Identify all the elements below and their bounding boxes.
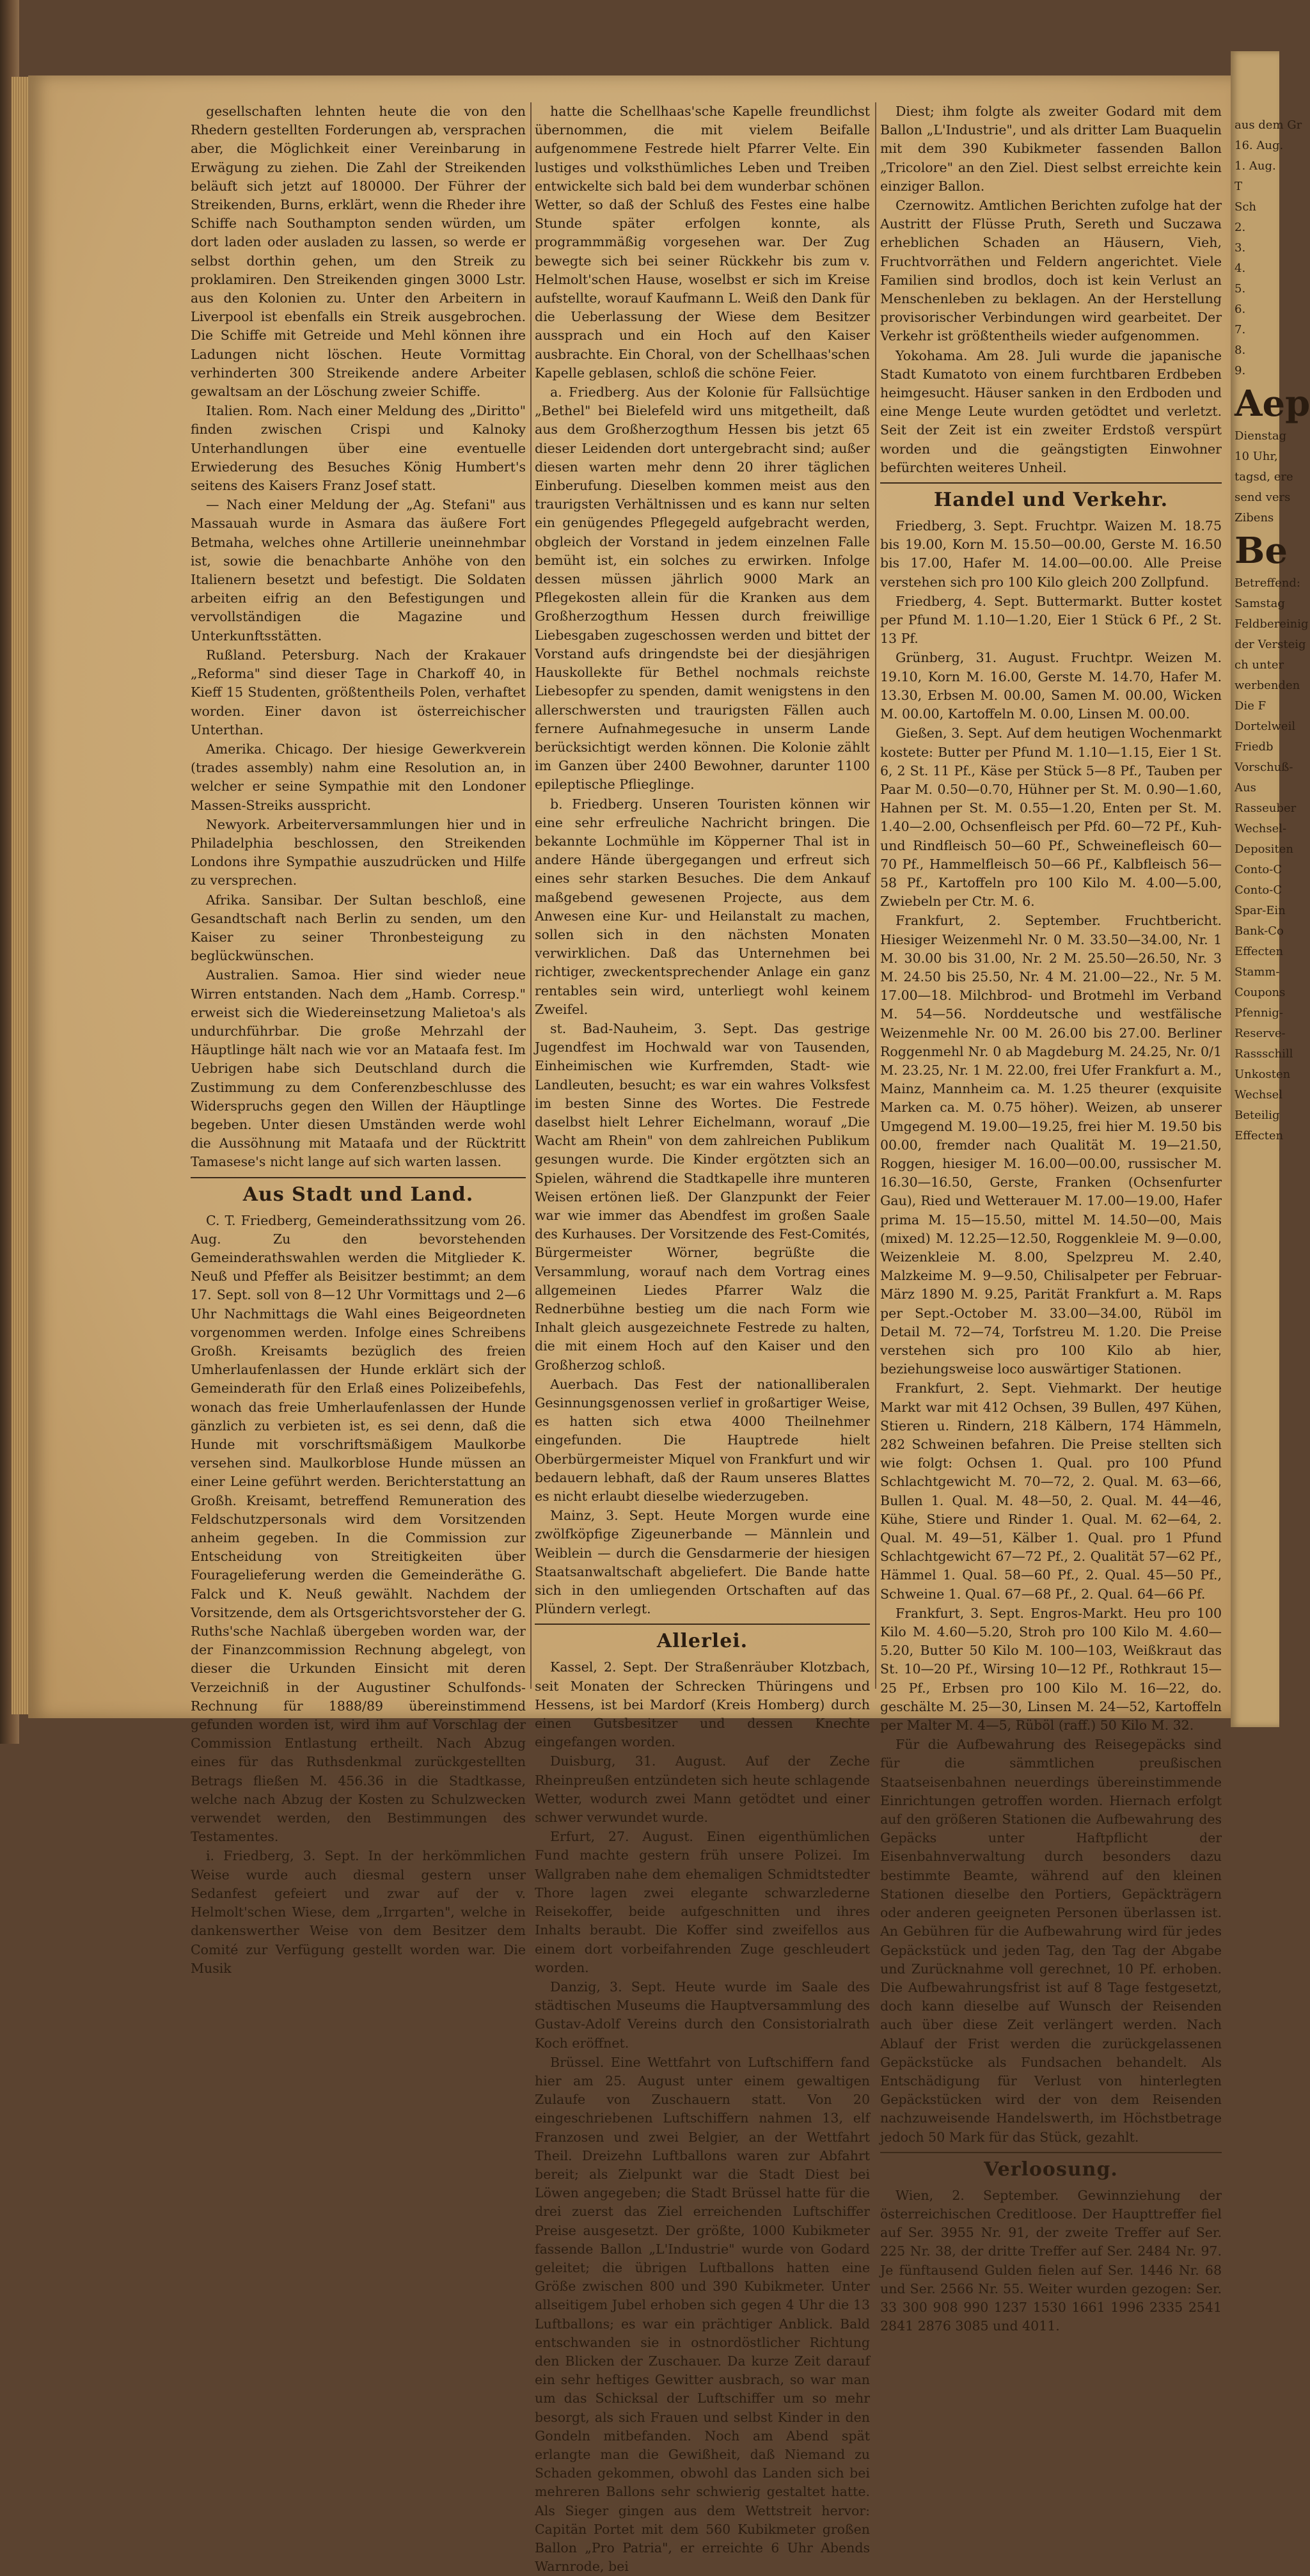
bleed-line: Reserve- — [1235, 1027, 1286, 1040]
article-paragraph: Gießen, 3. Sept. Auf dem heutigen Wochenmarkt kostete: Butter per Pfund M. 1.10—1.15, Eier 1 St. 6, 2 St. 11 Pf., Käse per Stück 5—8 Pf., Tauben per Paar M. 0.50—0.70, Hühner per St. M. 0.90—1.60, Hahnen per St. M. 0.55—1.20, Enten per St. M. 1.40—2.00, Ochsenfleisch per Pfd. 60—72 Pf., Kuh- und Rindfleisch 50—60 Pf., Schweinefleisch 60—70 Pf., Hammelfleisch 50—66 Pf., Kalbfleisch 56—58 Pf., Kartoffeln pro 100 Kilo M. 4.00—5.00, Zwiebeln per Ctr. M. 6. — [880, 725, 1222, 910]
bleed-line: Coupons — [1235, 986, 1286, 999]
article-paragraph: Wien, 2. September. Gewinnziehung der österreichischen Creditloose. Der Haupttreffer fiel auf Ser. 3955 Nr. 91, der zweite Treffer auf Ser. 225 Nr. 38, der dritte Treffer auf Ser. 2484 Nr. 97. Je fünftausend Gulden fielen auf Ser. 1446 Nr. 68 und Ser. 2566 Nr. 55. Weiter wurden gezogen: Ser. 33 300 908 990 1237 1530 1661 1996 2335 2541 2841 2876 3085 und 4011. — [880, 2187, 1222, 2334]
bleed-line: Dienstag — [1235, 429, 1287, 443]
column-3 — [880, 102, 1222, 2334]
bleed-line: ch unter — [1235, 658, 1284, 672]
bleed-line: 6. — [1235, 303, 1246, 316]
article-paragraph: Italien. Rom. Nach einer Meldung des „Diritto" finden zwischen Crispi und Kalnoky Unterhandlungen über eine eventuelle Erwiederung des Besuches König Humbert's seitens des Kaisers Franz Josef statt. — [191, 403, 526, 494]
bleed-line: 3. — [1235, 241, 1246, 255]
article-paragraph: Frankfurt, 3. Sept. Engros-Markt. Heu pro 100 Kilo M. 4.60—5.20, Stroh pro 100 Kilo M. 4.60—5.20, Butter 50 Kilo M. 100—103, Weißkraut das St. 10—20 Pf., Wirsing 10—12 Pf., Rothkraut 15—25 Pf., Erbsen pro 100 Kilo M. 16—22, do. geschälte M. 25—30, Linsen M. 24—52, Kartoffeln per Malter M. 4—5, Rüböl (raff.) 50 Kilo M. 32. — [880, 1605, 1222, 1734]
bleed-line: Unkosten — [1235, 1068, 1291, 1081]
article-paragraph: Auerbach. Das Fest der nationalliberalen Gesinnungsgenossen verlief in großartiger Weise, es hatten sich etwa 4000 Theilnehmer eingefunden. Die Hauptrede hielt Oberbürgermeister Miquel von Frankfurt und wir bedauern lebhaft, daß der Raum unseres Blattes es nicht erlaubt dieselbe wiederzugeben. — [535, 1376, 870, 1505]
section-heading: Verloosung. — [880, 2152, 1222, 2183]
bleed-line: Effecten — [1235, 1129, 1284, 1142]
article-paragraph: Newyork. Arbeiterversammlungen hier und in Philadelphia beschlossen, den Streikenden Londons ihre Sympathie auszudrücken und Hilfe zu versprechen. — [191, 816, 526, 889]
column-rule — [875, 102, 876, 1689]
adjacent-page-text — [1235, 115, 1310, 1650]
section-heading: Handel und Verkehr. — [880, 482, 1222, 513]
article-paragraph: Kassel, 2. Sept. Der Straßenräuber Klotzbach, seit Monaten der Schrecken Thüringens und Hessens, ist bei Mardorf (Kreis Homberg) durch einen Gutsbesitzer und dessen Knechte eingefangen worden. — [535, 1659, 870, 1750]
bleed-heading: Be — [1235, 530, 1288, 572]
column-2 — [535, 102, 870, 2575]
article-paragraph: Erfurt, 27. August. Einen eigenthümlichen Fund machte gestern früh unsere Polizei. Im Wallgraben nahe dem ehemaligen Schmidtstedter Thore lagen zwei elegante schwarzlederne Reisekoffer, beide aufgeschnitten und ihres Inhalts beraubt. Die Koffer sind zweifellos aus einem dort vorbeifahrenden Zuge geschleudert worden. — [535, 1829, 870, 1975]
bleed-line: Feldbereinig — [1235, 617, 1309, 631]
article-paragraph: Für die Aufbewahrung des Reisegepäcks sind für die sämmtlichen preußischen Staatseisenbahnen neuerdings übereinstimmende Einrichtungen getroffen worden. Hiernach erfolgt auf den größeren Stationen die Aufbewahrung des Gepäcks unter Haftpflicht der Eisenbahnverwaltung durch besonders dazu bestimmte Beamte, während auf den kleinen Stationen dieselbe den Portiers, Gepäckträgern oder anderen geeigneten Personen überlassen ist. An Gebühren für die Aufbewahrung wird für jedes Gepäckstück und jeden Tag, den Tag der Abgabe und Zurücknahme voll gerechnet, 10 Pf. erhoben. Die Aufbewahrungsfrist ist auf 8 Tage festgesetzt, doch kann dieselbe auf Wunsch der Reisenden auch über diese Zeit verlängert werden. Nach Ablauf der Frist werden die zurückgelassenen Gepäckstücke als Fundsachen behandelt. Als Entschädigung für Verlust von hinterlegten Gepäckstücken wird der von dem Reisenden nachzuweisende Handelswerth, im Höchstbetrage jedoch 50 Mark für das Stück, gezahlt. — [880, 1737, 1222, 2145]
bleed-line: Rasseuber — [1235, 802, 1297, 815]
article-paragraph: Mainz, 3. Sept. Heute Morgen wurde eine zwölfköpfige Zigeunerbande — Männlein und Weiblein — durch die Gensdarmerie der hiesigen Staatsanwaltschaft abgeliefert. Die Bande hatte sich in den umliegenden Ortschaften auf das Plündern verlegt. — [535, 1508, 870, 1617]
bleed-line: tagsd, ere — [1235, 470, 1293, 484]
bleed-line: Die F — [1235, 699, 1267, 713]
article-paragraph: — Nach einer Meldung der „Ag. Stefani" aus Massauah wurde in Asmara das äußere Fort Betmaha, welches ohne Artillerie uneinnehmbar ist, sowie die benachbarte Anhöhe von den Italienern besetzt und befestigt. Die Soldaten arbeiten eifrig an den Befestigungen und vervollständigen die Magazine und Unterkunftsstätten. — [191, 497, 526, 644]
article-paragraph: Afrika. Sansibar. Der Sultan beschloß, eine Gesandtschaft nach Berlin zu senden, um den Kaiser zu seiner Thronbesteigung zu beglückwünschen. — [191, 892, 526, 964]
article-paragraph: st. Bad-Nauheim, 3. Sept. Das gestrige Jugendfest im Hochwald war von Tausenden, Einheimischen wie Kurfremden, Stadt- wie Landleuten, besucht; es war ein wahres Volksfest im besten Sinne des Wortes. Die Festrede daselbst hielt Lehrer Eichelmann, worauf „Die Wacht am Rhein" von dem zahlreichen Publikum gesungen wurde. Die Kinder ergötzten sich an Spielen, während die Stadtkapelle ihre munteren Weisen ertönen ließ. Der Glanzpunkt der Feier war wie immer das Abendfest im großen Saale des Kurhauses. Der Vorsitzende des Fest-Comités, Bürgermeister Wörner, begrüßte die Versammlung, worauf nach dem Vortrag eines allgemeinen Liedes Pfarrer Walz die Rednerbühne bestieg um die nach Form wie Inhalt gleich ausgezeichnete Festrede zu halten, die mit einem Hoch auf den Kaiser und den Großherzog schloß. — [535, 1020, 870, 1373]
bleed-line: Zibens — [1235, 511, 1274, 525]
bleed-line: 10 Uhr, — [1235, 450, 1278, 463]
article-paragraph: hatte die Schellhaas'sche Kapelle freundlichst übernommen, die mit vielem Beifalle aufgenommene Festrede hielt Pfarrer Velte. Ein lustiges und volksthümliches Leben und Treiben entwickelte sich bald bei dem wunderbar schönen Wetter, so daß der Schluß des Festes eine halbe Stunde später erfolgen konnte, als programmmäßig vorgesehen war. Der Zug bewegte sich bei seiner Rückkehr bis zum v. Helmolt'schen Hause, woselbst er sich im Kreise aufstellte, worauf Kaufmann L. Weiß den Dank für die Ueberlassung der Wiese dem Besitzer aussprach und ein Hoch auf den Kaiser ausbrachte. Ein Choral, von der Schellhaas'schen Kapelle geblasen, schloß die schöne Feier. — [535, 104, 870, 381]
article-paragraph: Australien. Samoa. Hier sind wieder neue Wirren entstanden. Nach dem „Hamb. Corresp." erweist sich die Wiedereinsetzung Malietoa's als undurchführbar. Die große Mehrzahl der Häuptlinge hält nach wie vor an Mataafa fest. Im Uebrigen habe sich Deutschland durch die Zustimmung zu dem Conferenzbeschlusse des Widerspruchs gegen den Willen der Häuptlinge begeben. Unter diesen Umständen werde wohl die Aussöhnung mit Mataafa und der Rücktritt Tamasese's nicht lange auf sich warten lassen. — [191, 967, 526, 1170]
bleed-line: Sch — [1235, 200, 1257, 214]
bleed-line: Conto-C — [1235, 883, 1282, 897]
article-paragraph: Amerika. Chicago. Der hiesige Gewerkverein (trades assembly) nahm eine Resolution an, in welcher er seine Sympathie mit den Londoner Massen-Streiks ausspricht. — [191, 741, 526, 813]
article-paragraph: Frankfurt, 2. Sept. Viehmarkt. Der heutige Markt war mit 412 Ochsen, 39 Bullen, 497 Kühen, Stieren u. Rindern, 218 Kälbern, 174 Hämmeln, 282 Schweinen befahren. Die Preise stellten sich wie folgt: Ochsen 1. Qual. pro 100 Pfund Schlachtgewicht M. 70—72, 2. Qual. M. 63—66, Bullen 1. Qual. M. 48—50, 2. Qual. M. 44—46, Kühe, Stiere und Rinder 1. Qual. M. 62—64, 2. Qual. M. 49—51, Kälber 1. Qual. pro 1 Pfund Schlachtgewicht 67—72 Pf., 2. Qualität 57—62 Pf., Hämmel 1. Qual. 58—60 Pf., 2. Qual. 45—50 Pf., Schweine 1. Qual. 67—68 Pf., 2. Qual. 64—66 Pf. — [880, 1380, 1222, 1602]
article-paragraph: Friedberg, 3. Sept. Fruchtpr. Waizen M. 18.75 bis 19.00, Korn M. 15.50—00.00, Gerste M. 16.50 bis 17.00, Hafer M. 14.00—00.00. Alle Preise verstehen sich pro 100 Kilo gleich 200 Zollpfund. — [880, 518, 1222, 590]
article-paragraph: Danzig, 3. Sept. Heute wurde im Saale des städtischen Museums die Hauptversammlung des Gustav-Adolf Vereins durch den Consistorialrath Koch eröffnet. — [535, 1979, 870, 2051]
bleed-line: 9. — [1235, 364, 1246, 377]
bleed-line: Wechsel- — [1235, 822, 1287, 835]
column-1 — [191, 102, 526, 1976]
article-paragraph: Frankfurt, 2. September. Fruchtbericht. Hiesiger Weizenmehl Nr. 0 M. 33.50—34.00, Nr. 1 M. 30.00 bis 31.00, Nr. 2 M. 25.50—26.50, Nr. 3 M. 24.50 bis 25.50, Nr. 4 M. 21.00—22., Nr. 5 M. 17.00—18. Milchbrod- und Brotmehl im Verband M. 54—56. Norddeutsche und westfälische Weizenmehle Nr. 00 M. 26.00 bis 27.00. Berliner Roggenmehl Nr. 0 ab Magdeburg M. 24.25, Nr. 0/1 M. 23.25, Nr. 1 M. 22.00, frei Ufer Frankfurt a. M., Mainz, Mannheim ca. M. 1.25 theurer (exquisite Marken ca. M. 0.75 höher). Weizen, ab unserer Umgegend M. 19.00—19.25, frei hier M. 19.50 bis 00.00, fremder nach Qualität M. 19—21.50, Roggen, hiesiger M. 16.00—00.00, russischer M. 16.30—16.50, Gerste, Franken (Ochsenfurter Gau), Ried und Wetterauer M. 17.00—19.00, Hafer prima M. 15—15.50, mittel M. 14.50—00, Mais (mixed) M. 12.25—12.50, Roggenkleie M. 9—0.00, Weizenkleie M. 8.00, Spelzpreu M. 2.40, Malzkeime M. 9—9.50, Chilisalpeter per Februar-März 1890 M. 9.25, Parität Frankfurt a. M. Raps per Sept.-October M. 33.00—34.00, Rüböl im Detail M. 72—74, Torfstreu M. 1.20. Die Preise verstehen sich pro 100 Kilo ab hier, beziehungsweise loco auswärtiger Stationen. — [880, 913, 1222, 1377]
bleed-heading: Aep — [1235, 383, 1310, 425]
bleed-line: Depositen — [1235, 842, 1293, 856]
article-paragraph: Czernowitz. Amtlichen Berichten zufolge hat der Austritt der Flüsse Pruth, Sereth und Suczawa erheblichen Schaden an Häusern, Vieh, Fruchtvorräthen und Feldern angerichtet. Viele Familien sind brodlos, doch ist kein Verlust an Menschenleben zu beklagen. An der Herstellung provisorischer Verbindungen wird gearbeitet. Der Verkehr ist größtentheils wieder aufgenommen. — [880, 198, 1222, 344]
bleed-line: werbenden — [1235, 679, 1300, 692]
article-paragraph: gesellschaften lehnten heute die von den Rhedern gestellten Forderungen ab, versprachen aber, die Möglichkeit einer Vereinbarung in Erwägung zu ziehen. Die Zahl der Streikenden beläuft sich jetzt auf 180000. Der Führer der Streikenden, Burns, erklärt, wenn die Rheder ihre Schiffe nach Southampton senden würden, um dort laden oder ausladen zu lassen, so werde er selbst dorthin gehen, um den Streik zu proklamiren. Den Streikenden gingen 3000 Lstr. aus den Kolonien zu. Unter den Arbeitern in Liverpool ist ebenfalls ein Streik ausgebrochen. Die Schiffe mit Getreide und Mehl können ihre Ladungen nicht löschen. Heute Vormittag verhinderten 300 Streikende andere Arbeiter gewaltsam an der Löschung zweier Schiffe. — [191, 104, 526, 400]
bleed-line: 2. — [1235, 221, 1246, 234]
bleed-line: Beteilig — [1235, 1109, 1280, 1122]
bleed-line: Aus — [1235, 781, 1256, 794]
bleed-line: der Versteig — [1235, 638, 1306, 651]
article-paragraph: Duisburg, 31. August. Auf der Zeche Rheinpreußen entzündeten sich heute schlagende Wetter, wodurch zwei Mann getödtet und einer schwer verwundet wurde. — [535, 1753, 870, 1826]
bleed-line: Betreffend: — [1235, 576, 1300, 590]
article-paragraph: C. T. Friedberg, Gemeinderathssitzung vom 26. Aug. Zu den bevorstehenden Gemeinderathswahlen werden die Mitglieder K. Neuß und Pfeffer als Beisitzer bestimmt; an dem 17. Sept. soll von 8—12 Uhr Vormittags und 2—6 Uhr Nachmittags die Wahl eines Beigeordneten vorgenommen werden. Infolge eines Schreibens Großh. Kreisamts bezüglich des freien Umherlaufenlassen der Hunde erklärt sich der Gemeinderath für den Erlaß eines Polizeibefehls, wonach das freie Umherlaufenlassen der Hunde gänzlich zu verbieten ist, es sei denn, daß die Hunde mit vorschriftsmäßigem Maulkorbe versehen sind. Maulkorblose Hunde müssen an einer Leine geführt werden. Berichterstattung an Großh. Kreisamt, betreffend Remuneration des Feldschutzpersonals wird dem Vorsitzenden anheim gegeben. In die Commission zur Entscheidung von Streitigkeiten über Fouragelieferung werden die Gemeinderäthe G. Falck und K. Neuß gewählt. Nachdem der Vorsitzende, dem als Ortsgerichtsvorsteher der G. Ruths'sche Nachlaß übergeben worden war, der der Finanzcommission Rechnung abgelegt, von dieser die Urkunden Einsicht mit deren Verzeichniß in der Augustiner Schulfonds-Rechnung für 1888/89 übereinstimmend gefunden worden ist, wird ihm auf Vorschlag der Commission Entlastung ertheilt. Nach Abzug eines für das Ruthsdenkmal zurückgestellten Betrags fließen M. 456.36 in die Stadtkasse, welche nach Abzug der Kosten zu Schulzwecken verwendet werden, den Bestimmungen des Testamentes. — [191, 1212, 526, 1845]
bleed-line: Friedb — [1235, 740, 1274, 754]
article-paragraph: i. Friedberg, 3. Sept. In der herkömmlichen Weise wurde auch diesmal gestern unser Sedanfest gefeiert und zwar auf der v. Helmolt'schen Wiese, dem „Irrgarten", welche in dankenswerther Weise von dem Besitzer dem Comité zur Verfügung gestellt worden war. Die Musik — [191, 1848, 526, 1976]
bleed-line: 7. — [1235, 323, 1246, 336]
bleed-line: 5. — [1235, 282, 1246, 296]
section-heading: Allerlei. — [535, 1624, 870, 1654]
bleed-line: 4. — [1235, 262, 1246, 275]
page-edges — [12, 77, 28, 1714]
bleed-line: send vers — [1235, 491, 1291, 504]
article-paragraph: a. Friedberg. Aus der Kolonie für Fallsüchtige „Bethel" bei Bielefeld wird uns mitgetheilt, daß aus dem Großherzogthum Hessen bis jetzt 65 dieser Leidenden dort untergebracht sind; außer diesen warten mehr denn 20 ihrer täglichen Einberufung. Dieselben kommen meist aus den traurigsten Verhältnissen und es kann nur selten ein genügendes Pflegegeld aufgebracht werden, obgleich der Vorstand in jedem einzelnen Falle bemüht ist, ein solches zu erwirken. Infolge dessen müssen jährlich 9000 Mark an Pflegekosten allein für die Kranken aus dem Großherzogthum Hessen durch freiwillige Liebesgaben zugeschossen werden und bittet der Vorstand aufs dringendste bei der diesjährigen Hauskollekte für Bethel nochmals reichste Liebesopfer zu spenden, damit wenigstens in den allerschwersten und traurigsten Fällen auch fernere Aufnahmegesuche in unserm Lande berücksichtigt werden können. Die Kolonie zählt im Ganzen über 2400 Bewohner, darunter 1100 epileptische Pflieglinge. — [535, 384, 870, 793]
bleed-line: Samstag — [1235, 597, 1285, 610]
article-paragraph: Friedberg, 4. Sept. Buttermarkt. Butter kostet per Pfund M. 1.10—1.20, Eier 1 Stück 6 Pf., 2 St. 13 Pf. — [880, 593, 1222, 647]
article-paragraph: Grünberg, 31. August. Fruchtpr. Weizen M. 19.10, Korn M. 16.00, Gerste M. 14.70, Hafer M. 13.30, Erbsen M. 00.00, Samen M. 00.00, Wicken M. 00.00, Kartoffeln M. 0.00, Linsen M. 00.00. — [880, 650, 1222, 722]
bleed-line: Bank-Co — [1235, 924, 1284, 938]
bleed-line: Rassschill — [1235, 1047, 1293, 1061]
bleed-line: 8. — [1235, 344, 1246, 357]
bleed-line: Dortelweil — [1235, 720, 1296, 733]
bleed-line: 16. Aug. — [1235, 139, 1284, 152]
bleed-line: Spar-Ein — [1235, 904, 1286, 917]
bleed-line: Pfennig- — [1235, 1006, 1283, 1020]
article-paragraph: Yokohama. Am 28. Juli wurde die japanische Stadt Kumatoto von einem furchtbaren Erdbeben heimgesucht. Häuser sanken in den Erdboden und eine Menge Leute wurden getödtet und verletzt. Seit der Zeit ist ein zweiter Erdstoß verspürt worden und die geängstigten Einwohner befürchten weiteres Unheil. — [880, 347, 1222, 475]
article-paragraph: Diest; ihm folgte als zweiter Godard mit dem Ballon „L'Industrie", und als dritter Lam Buaquelin mit dem 390 Kubikmeter fassenden Ballon „Tricolore" an den Ziel. Diest selbst erreichte kein einziger Ballon. — [880, 104, 1222, 194]
bleed-line: aus dem Gr — [1235, 118, 1302, 132]
bleed-line: T — [1235, 180, 1243, 193]
bleed-line: Stamm- — [1235, 965, 1280, 979]
section-heading: Aus Stadt und Land. — [191, 1177, 526, 1208]
bleed-line: Wechsel — [1235, 1088, 1283, 1102]
article-paragraph: b. Friedberg. Unseren Touristen können wir eine sehr erfreuliche Nachricht bringen. Die bekannte Lochmühle im Köpperner Thal ist in andere Hände übergegangen und erfreut sich eines sehr starken Besuches. Die dem Ankauf maßgebend gewesenen Projecte, aus dem Anwesen eine Kur- und Heilanstalt zu machen, sollen sich in den nächsten Monaten verwirklichen. Daß das Unternehmen bei richtiger, zweckentsprechender Anlage ein ganz rentables sein wird, unterliegt wohl keinem Zweifel. — [535, 796, 870, 1017]
bleed-line: Effecten — [1235, 945, 1284, 958]
article-paragraph: Rußland. Petersburg. Nach der Krakauer „Reforma" sind dieser Tage in Charkoff 40, in Kieff 15 Studenten, größtentheils Polen, verhaftet worden. Einer davon ist österreichischer Unterthan. — [191, 647, 526, 738]
column-rule — [530, 102, 532, 1689]
bleed-line: Vorschuß- — [1235, 761, 1293, 774]
article-paragraph: Brüssel. Eine Wettfahrt von Luftschiffern fand hier am 25. August unter einem gewaltigen Zulaufe von Zuschauern statt. Von 20 eingeschriebenen Luftschiffern nahmen 13, elf Franzosen und zwei Belgier, an der Wettfahrt Theil. Dreizehn Luftballons waren zur Abfahrt bereit; als Zielpunkt war die Stadt Diest bei Löwen angegeben; die Stadt Brüssel hatte für die drei zuerst das Ziel erreichenden Luftschiffer Preise ausgesetzt. Der größte, 1000 Kubikmeter fassende Ballon „L'Industrie" wurde von Godard geleitet; die übrigen Luftballons hatten eine Größe zwischen 800 und 390 Kubikmeter. Unter allseitigem Jubel erhoben sich gegen 4 Uhr die 13 Luftballons; es war ein prächtiger Anblick. Bald entschwanden sie in ostnordöstlicher Richtung den Blicken der Zuschauer. Da kurze Zeit darauf ein sehr heftiges Gewitter ausbrach, so war man um das Schicksal der Luftschiffer um so mehr besorgt, als sich Frauen und selbst Kinder in den Gondeln mitbefanden. Noch am Abend spät erlangte man die Gewißheit, daß Niemand zu Schaden gekommen, obwohl das Landen sich bei mehreren Ballons sehr schwierig gestaltet hatte. Als Sieger gingen aus dem Wettstreit hervor: Capitän Portet mit dem 560 Kubikmeter großen Ballon „Pro Patria", er erreichte 6 Uhr Abends Warnrode, bei — [535, 2054, 870, 2575]
bleed-line: Conto-C — [1235, 863, 1282, 876]
bleed-line: 1. Aug. — [1235, 159, 1276, 173]
